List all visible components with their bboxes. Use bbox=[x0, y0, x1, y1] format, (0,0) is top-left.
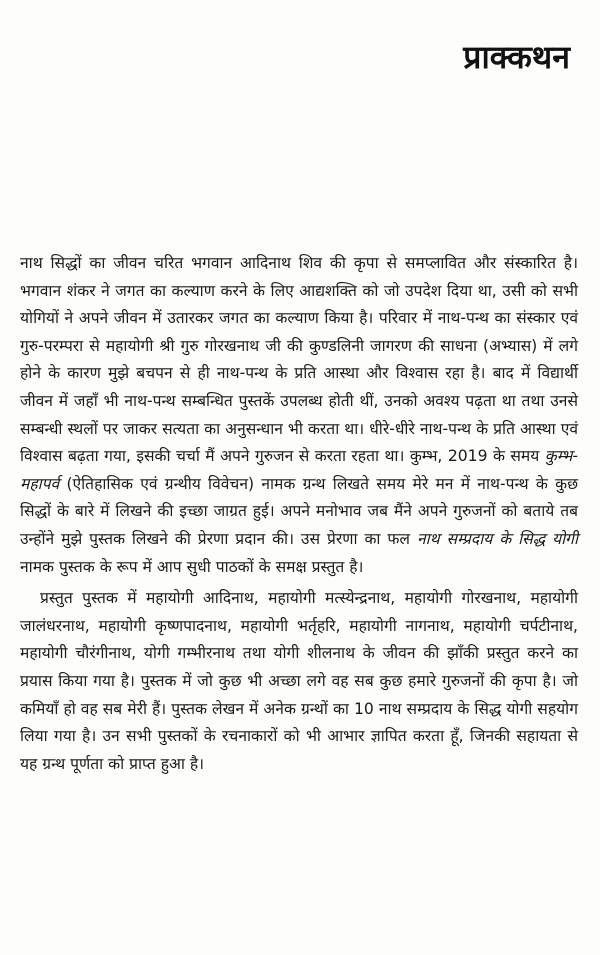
paragraph-1-text-c: नामक पुस्तक के रूप में आप सुधी पाठकों के समक्ष प्रस्तुत है। bbox=[20, 557, 364, 576]
paragraph-2: प्रस्तुत पुस्तक में महायोगी आदिनाथ, महायोगी मत्स्येन्द्रनाथ, महायोगी गोरखनाथ, महायोगी जालंधरनाथ, महायोगी कृष्णपादनाथ, महायोगी भर्तृहरि, महायोगी नागनाथ, महायोगी चर्पटीनाथ, महायोगी चौरंगीनाथ, योगी गम्भीरनाथ तथा योगी शीलनाथ के जीवन की झाँकी प्रस्तुत करने का प्रयास किया गया है। पुस्तक में जो कुछ भी अच्छा लगे वह सब कुछ हमारे गुरुजनों की कृपा है। जो कमियाँ हो वह सब मेरी हैं। पुस्तक लेखन में अनेक ग्रन्थों का 10 नाथ सम्प्रदाय के सिद्ध योगी सहयोग लिया गया है। उन सभी पुस्तकों के रचनाकारों को भी आभार ज्ञापित करता हूँ, जिनकी सहायता से यह ग्रन्थ पूर्णता को प्राप्त हुआ है। bbox=[20, 589, 578, 773]
paragraph-1-text-b: (ऐतिहासिक एवं ग्रन्थीय विवेचन) नामक ग्रन्थ लिखते समय मेरे मन में नाथ-पन्थ के कुछ सिद्धों के बारे में लिखने की इच्छा जाग्रत हुई। अपने मनोभाव जब मैंने अपने गुरुजनों को बताये तब उन्होंने मुझे पुस्तक लिखने की प्रेरणा प्रदान की। उस प्रेरणा का फल bbox=[20, 474, 578, 548]
paragraph-1 bbox=[20, 250, 578, 581]
page-title: प्राक्कथन bbox=[463, 38, 570, 76]
italic-book-title-1: कुम्भ-महापर्व bbox=[20, 447, 578, 493]
italic-book-title-2: नाथ सम्प्रदाय के सिद्ध योगी bbox=[416, 529, 579, 548]
paragraph-1-text-a: नाथ सिद्धों का जीवन चरित भगवान आदिनाथ शिव की कृपा से समप्लावित और संस्कारित है। भगवान शंकर ने जगत का कल्याण करने के लिए आद्यशक्ति को जो उपदेश दिया था, उसी को सभी योगियों ने अपने जीवन में उतारकर जगत का कल्याण किया है। परिवार में नाथ-पन्थ का संस्कार एवं गुरु-परम्परा से महायोगी श्री गुरु गोरखनाथ जी की कुण्डलिनी जागरण की साधना (अभ्यास) में लगे होने के कारण मुझे बचपन से ही नाथ-पन्थ के प्रति आस्था और विश्वास रहा है। बाद में विद्यार्थी जीवन में जहाँ भी नाथ-पन्थ सम्बन्धित पुस्तकें उपलब्ध होती थीं, उनको अवश्य पढ़ता था तथा उनसे सम्बन्धी स्थलों पर जाकर सत्यता का अनुसन्धान भी करता था। धीरे-धीरे नाथ-पन्थ के प्रति आस्था एवं विश्वास बढ़ता गया, इसकी चर्चा मैं अपने गुरुजन से करता रहता था। कुम्भ, 2019 के समय bbox=[20, 254, 578, 466]
body-text bbox=[20, 250, 578, 778]
